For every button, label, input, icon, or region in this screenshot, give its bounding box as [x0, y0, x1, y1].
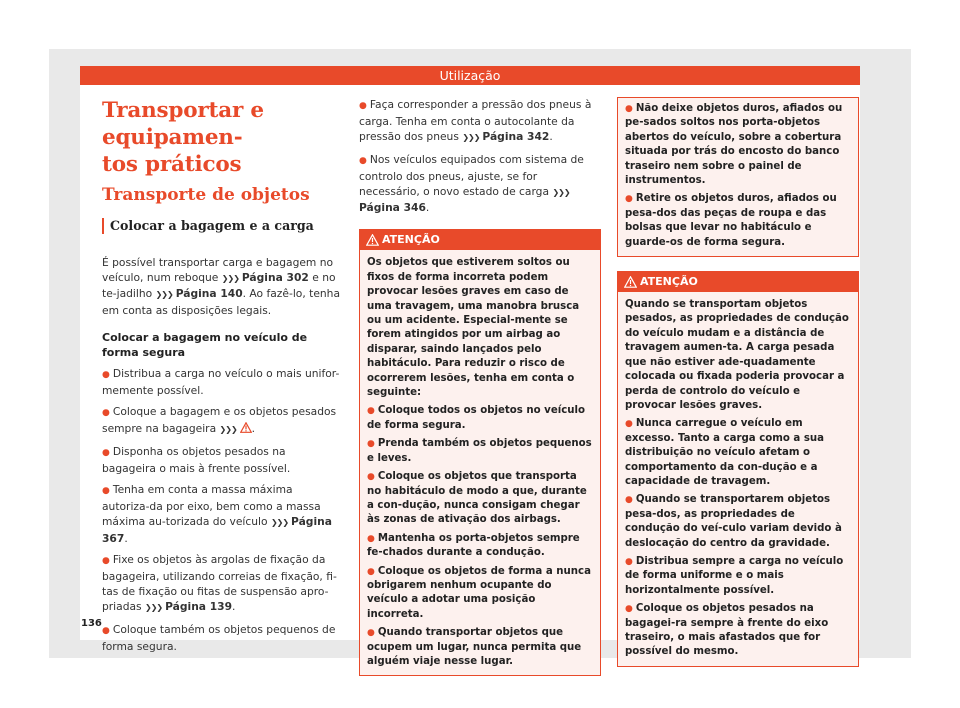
bullet-dot-icon: ● [102, 408, 110, 419]
triple-chevron-icon: ❯❯❯ [552, 188, 570, 198]
column-middle [359, 97, 601, 676]
bullet-dot-icon: ● [625, 604, 633, 615]
list-item: ● Coloque a bagagem e os objetos pesados sempre na bagageira ❯❯❯ . [102, 405, 337, 436]
warning-reference[interactable] [220, 422, 252, 435]
bullet-dot-icon: ● [367, 566, 375, 577]
bullet-dot-icon: ● [367, 472, 375, 483]
bullet-dot-icon: ● [367, 439, 375, 450]
warning-intro: Os objetos que estiverem soltos ou fixos de forma incorreta podem provocar lesões graves em caso de uma travagem, uma manobra brusca ou um acidente. Especial-mente se forem atingidos por um airbag ao disparar, saindo lançados pelo habitáculo. Para reduzir o risco de ocorrerem lesões, tenha em conta o seguinte: [367, 257, 580, 399]
warning-body [360, 250, 600, 675]
warning-item: ● Coloque os objetos pesados na bagagei-ra sempre à frente do eixo traseiro, o mais afastados que for possível do mesmo. [625, 603, 829, 658]
bullet-dot-icon: ● [367, 628, 375, 639]
triple-chevron-icon: ❯❯❯ [219, 425, 237, 435]
warning-body [618, 98, 858, 256]
bullet-dot-icon: ● [102, 555, 110, 566]
column-left [102, 97, 342, 654]
page-reference[interactable]: ❯❯❯ Página 367 [102, 515, 332, 545]
bullet-dot-icon: ● [102, 625, 110, 636]
warning-item: ● Prenda também os objetos pequenos e leves. [367, 438, 592, 464]
bullet-dot-icon: ● [625, 194, 633, 205]
triple-chevron-icon: ❯❯❯ [155, 290, 173, 300]
page-reference[interactable]: ❯❯❯ Página 342 [462, 130, 550, 144]
warning-item: ● Mantenha os porta-objetos sempre fe-chados durante a condução. [367, 532, 580, 559]
triple-chevron-icon: ❯❯❯ [270, 518, 289, 528]
warning-item: ● Coloque os objetos que transporta no habitáculo de modo a que, durante a con-dução, nunca consigam chegar às zonas de ativação dos airbags. [367, 471, 587, 526]
warning-heading: ATENÇÃO [360, 230, 600, 250]
bullet-dot-icon: ● [102, 369, 110, 380]
page-number: 136 [81, 618, 102, 629]
warning-triangle-icon [624, 276, 637, 288]
warning-body [618, 292, 858, 666]
bullet-dot-icon: ● [367, 533, 375, 544]
warning-item: ● Retire os objetos duros, afiados ou pesa-dos das peças de roupa e das bolsas que levar no habitáculo e guarde-os de forma segura. [625, 193, 837, 248]
warning-item: ● Nunca carregue o veículo em excesso. Tanto a carga como a sua distribuição no veículo afetam o comportamento da con-dução e a capacidade de travagem. [625, 418, 825, 487]
warning-item: ● Coloque os objetos de forma a nunca obrigarem nenhum ocupante do veículo a adotar uma posição incorreta. [367, 565, 591, 620]
triple-chevron-icon: ❯❯❯ [145, 603, 163, 613]
list-item: ● Coloque também os objetos pequenos de forma segura. [102, 622, 336, 653]
warning-box [617, 271, 859, 667]
list-item: ● Distribua a carga no veículo o mais unifor-memente possível. [102, 366, 340, 398]
list-item: ● Faça corresponder a pressão dos pneus à carga. Tenha em conta o autocolante da pressão dos pneus ❯❯❯ Página 342. [359, 98, 592, 144]
bullet-dot-icon: ● [359, 101, 367, 111]
page-title-text: Transportar e equipamen- tos práticos [102, 98, 264, 177]
list-item: ● Tenha em conta a massa máxima autoriza-da por eixo, bem como a massa máxima au-torizada do veículo ❯❯❯ Página 367. [102, 483, 332, 545]
page-subtitle: Transporte de objetos [102, 185, 310, 205]
warning-triangle-icon [240, 422, 252, 433]
list-item: ● Nos veículos equipados com sistema de controlo dos pneus, ajuste, se for necessário, o novo estado de carga ❯❯❯Página 346. [359, 152, 584, 215]
page-reference[interactable]: ❯❯❯ Página 140 [155, 287, 243, 301]
warning-box [359, 229, 601, 676]
triple-chevron-icon: ❯❯❯ [462, 133, 480, 143]
page-reference[interactable]: ❯❯❯Página 346 [359, 188, 570, 215]
page-reference[interactable]: ❯❯❯ Página 139 [145, 600, 233, 614]
warning-intro: Quando se transportam objetos pesados, as propriedades de condução do veículo mudam e a distância de travagem aumen-ta. A carga pesada que não estiver ade-quadamente colocada ou fixada poderia provocar a perda de controlo do veículo e provocar lesões graves. [625, 299, 849, 411]
page-reference[interactable]: ❯❯❯ Página 302 [221, 271, 309, 285]
warning-item: ● Quando transportar objetos que ocupem um lugar, nunca permita que alguém viaje nesse lugar. [367, 627, 582, 667]
bullet-dot-icon: ● [102, 447, 110, 458]
bullet-dot-icon: ● [367, 406, 375, 417]
bullet-dot-icon: ● [625, 556, 633, 567]
warning-item: ● Quando se transportarem objetos pesa-dos, as propriedades de condução do veí-culo variam devido à deslocação do centro da gravidade. [625, 494, 842, 549]
warning-triangle-icon [366, 234, 379, 246]
warning-box-continued [617, 97, 859, 257]
list-item: ● Disponha os objetos pesados na bagageira o mais à frente possível. [102, 444, 291, 475]
list-item: ● Fixe os objetos às argolas de fixação da bagageira, utilizando correias de fixação, fi-tas de fixação ou fitas de suspensão apro-priadas ❯❯❯ Página 139. [102, 552, 337, 614]
bullet-dot-icon: ● [625, 104, 633, 114]
warning-heading: ATENÇÃO [618, 272, 858, 292]
column-right [617, 97, 859, 667]
warning-item: ● Não deixe objetos duros, afiados ou pe-sados soltos nos porta-objetos abertos do veículo, sobre a cobertura situada por trás do encosto do banco traseiro nem sobre o painel de instrumentos. [625, 103, 843, 187]
warning-item: ● Coloque todos os objetos no veículo de forma segura. [367, 405, 586, 431]
bullet-dot-icon: ● [359, 155, 367, 166]
section-header: Utilização [80, 66, 860, 85]
intro-paragraph: É possível transportar carga e bagagem no veículo, num reboque ❯❯❯ Página 302 e no te-jadilho ❯❯❯ Página 140. Ao fazê-lo, tenha em conta as disposições legais. [102, 256, 340, 317]
subheading: Colocar a bagagem no veículo de forma segura [102, 330, 308, 359]
bullet-dot-icon: ● [625, 419, 633, 430]
bullet-dot-icon: ● [102, 486, 110, 497]
warning-item: ● Distribua sempre a carga no veículo de forma uniforme e o mais horizontalmente possível. [625, 555, 844, 596]
bullet-dot-icon: ● [625, 495, 633, 506]
page-title [102, 97, 342, 178]
section-title: Colocar a bagagem e a carga [102, 218, 342, 234]
triple-chevron-icon: ❯❯❯ [221, 274, 239, 284]
